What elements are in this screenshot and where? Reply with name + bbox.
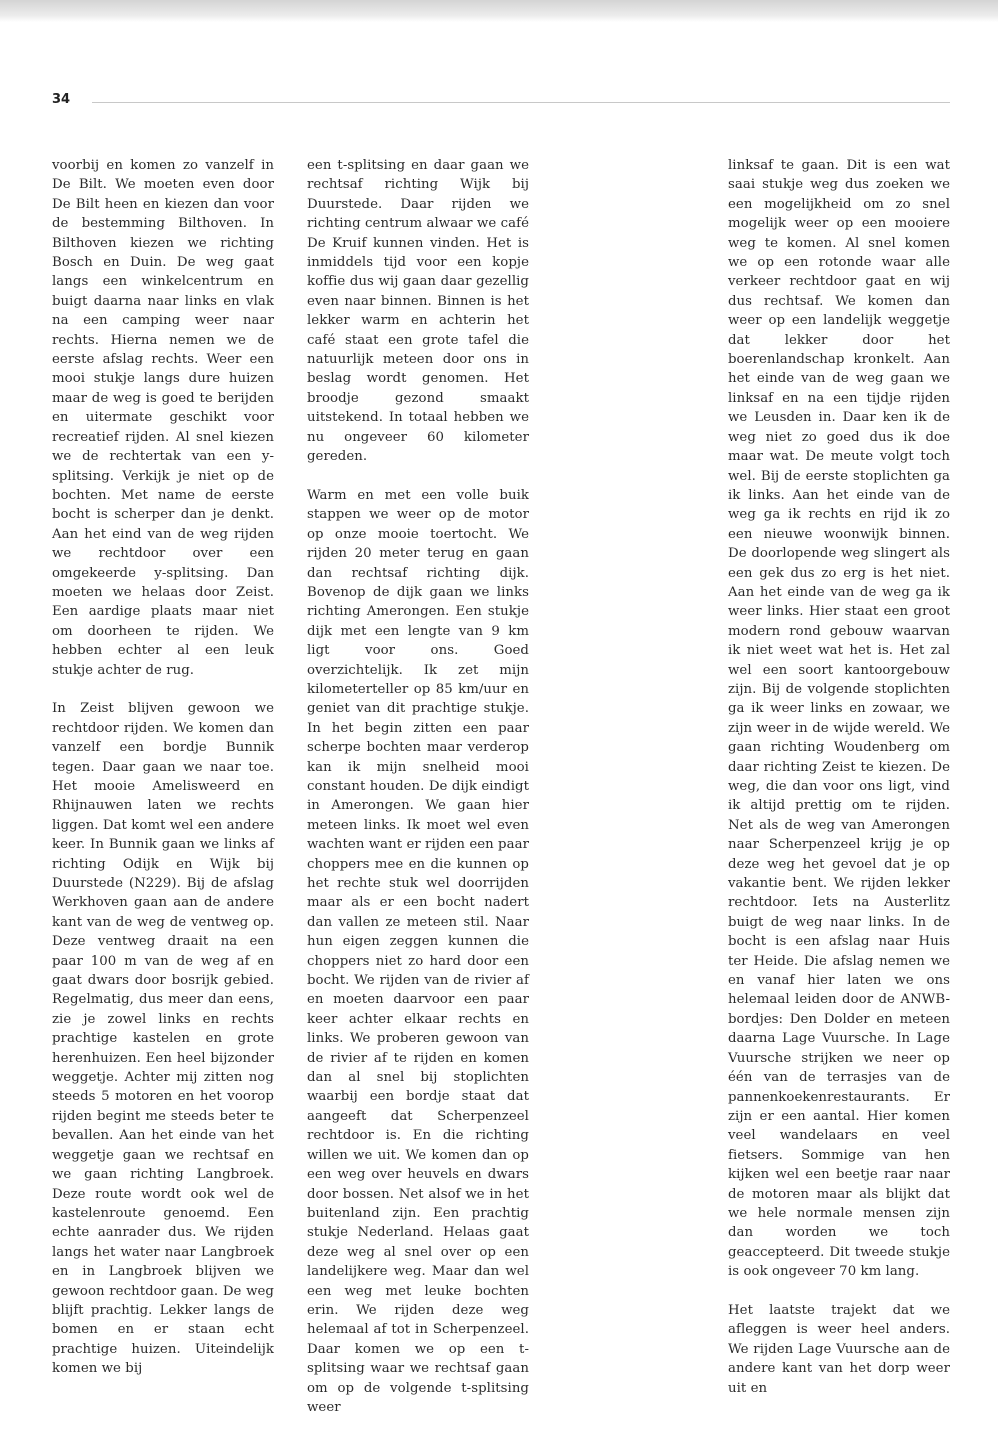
text-column-1 (52, 156, 274, 1398)
paragraph: Het laatste trajekt dat we afleggen is weer heel anders. We rijden Lage Vuursche aan de andere kant van het dorp weer uit en (728, 1302, 950, 1396)
scan-top-edge (0, 0, 998, 22)
paragraph: een t-splitsing en daar gaan we rechtsaf richting Wijk bij Duurstede. Daar rijden we richting centrum alwaar we café De Kruif kunnen vinden. Het is inmiddels tijd voor een kopje koffie dus wij gaan daar gezellig even naar binnen. Binnen is het lekker warm en achterin het café staat een grote tafel die natuurlijk meteen door ons in beslag wordt genomen. Het broodje gezond smaakt uitstekend. In totaal hebben we nu ongeveer 60 kilometer gereden. (307, 158, 529, 465)
page-number: 34 (52, 92, 71, 107)
paragraph: In Zeist blijven gewoon we rechtdoor rijden. We komen dan vanzelf een bordje Bunnik tegen. Daar gaan we naar toe. Het mooie Amelisweerd en Rhijnauwen laten we rechts liggen. Dat komt wel een andere keer. In Bunnik gaan we links af richting Odijk en Wijk bij Duurstede (N229). Bij de afslag Werkhoven gaan aan de andere kant van de weg de ventweg op. Deze ventweg draait na een paar 100 m van de weg af en gaat dwars door bosrijk gebied. Regelmatig, dus meer dan eens, zie je zowel links en rechts prachtige kastelen en grote herenhuizen. Een heel bijzonder weggetje. Achter mij zitten nog steeds 5 motoren en het voorop rijden begint me steeds beter te bevallen. Aan het einde van het weggetje gaan we rechtsaf en we gaan richting Langbroek. Deze route wordt ook wel de kastelenroute genoemd. Een echte aanrader dus. We rijden langs het water naar Langbroek en in Langbroek blijven we gewoon rechtdoor gaan. De weg blijft prachtig. Lekker langs de bomen en er staan echt prachtige huizen. Uiteindelijk komen we bij (52, 701, 274, 1377)
paragraph: voorbij en komen zo vanzelf in De Bilt. We moeten even door De Bilt heen en kiezen dan voor de bestemming Bilthoven. In Bilthoven kiezen we richting Bosch en Duin. De weg gaat langs een winkelcentrum en buigt daarna naar links en vlak na een camping weer naar rechts. Hierna nemen we de eerste afslag rechts. Weer een mooi stukje langs dure huizen maar de weg is goed te berijden en uitermate geschikt voor recreatief rijden. Al snel kiezen we de rechtertak van een y-splitsing. Verkijk je niet op de bochten. Met name de eerste bocht is scherper dan je denkt. Aan het eind van de weg rijden we rechtdoor over een omgekeerde y-splitsing. Dan moeten we helaas door Zeist. Een aardige plaats maar niet om doorheen te rijden. We hebben echter al een leuk stukje achter de rug. (52, 158, 274, 678)
paragraph: Warm en met een volle buik stappen we weer op de motor op onze mooie toertocht. We rijden 20 meter terug en gaan dan rechtsaf richting dijk. Bovenop de dijk gaan we links richting Amerongen. Een stukje dijk met een lengte van 9 km ligt voor ons. Goed overzichtelijk. Ik zet mijn kilometerteller op 85 km/uur en geniet van dit prachtige stukje. In het begin zitten een paar scherpe bochten maar verderop kan ik mijn snelheid mooi constant houden. De dijk eindigt in Amerongen. We gaan hier meteen links. Ik moet wel even wachten want er rijden een paar choppers mee en die kunnen op het rechte stuk wel doorrijden maar als er een bocht nadert dan vallen ze meteen stil. Naar hun eigen zeggen kunnen die choppers niet zo hard door een bocht. We rijden van de rivier af en moeten daarvoor een paar keer achter elkaar rechts en links. We proberen gewoon van de rivier af te rijden en komen dan al snel bij stoplichten waarbij een bordje staat dat aangeeft dat Scherpenzeel rechtdoor is. En die richting willen we uit. We komen dan op een weg over heuvels en dwars door bossen. Net alsof we in het buitenland zijn. Een prachtig stukje Nederland. Helaas gaat deze weg al snel over op een landelijkere weg. Maar dan wel een weg met leuke bochten erin. We rijden deze weg helemaal af tot in Scherpenzeel. Daar komen we op een t-splitsing waar we rechtsaf gaan om op de volgende t-splitsing weer (307, 487, 529, 1415)
text-column-3 (728, 156, 950, 1417)
text-column-2 (307, 156, 529, 1437)
paragraph: linksaf te gaan. Dit is een wat saai stukje weg dus zoeken we een mogelijkheid om zo snel mogelijk weer op een mooiere weg te komen. Al snel komen we op een rotonde waar alle verkeer rechtdoor gaat en wij dus rechtsaf. We komen dan weer op een landelijk weggetje dat lekker door het boerenlandschap kronkelt. Aan het einde van de weg gaan we linksaf en na een tijdje rijden we Leusden in. Daar ken ik de weg niet zo goed dus ik doe maar wat. De meute volgt toch wel. Bij de eerste stoplichten ga ik links. Aan het einde van de weg ga ik rechts en rijd ik zo een nieuwe woonwijk binnen. De doorlopende weg slingert als een gek dus zo erg is het niet. Aan het einde van de weg ga ik weer links. Hier staat een groot modern rond gebouw waarvan ik niet weet wat het is. Het zal wel een soort kantoorgebouw zijn. Bij de volgende stoplichten ga ik weer links en zowaar, we zijn weer in de wijde wereld. We gaan richting Woudenberg om daar richting Zeist te kiezen. De weg, die dan voor ons ligt, vind ik altijd prettig om te rijden. Net als de weg van Amerongen naar Scherpenzeel krijg je op deze weg het gevoel dat je op vakantie bent. We rijden lekker rechtdoor. Iets na Austerlitz buigt de weg naar links. In de bocht is een afslag naar Huis ter Heide. Die afslag nemen we en vanaf hier laten we ons helemaal leiden door de ANWB-bordjes: Den Dolder en meteen daarna Lage Vuursche. In Lage Vuursche strijken we neer op één van de terrasjes van de pannenkoekenrestaurants. Er zijn er een aantal. Hier komen veel wandelaars en veel fietsers. Sommige van hen kijken wel een beetje raar naar de motoren maar als blijkt dat we hele normale mensen zijn dan worden we toch geaccepteerd. Dit tweede stukje is ook ongeveer 70 km lang. (728, 158, 950, 1280)
header-rule (92, 102, 950, 103)
